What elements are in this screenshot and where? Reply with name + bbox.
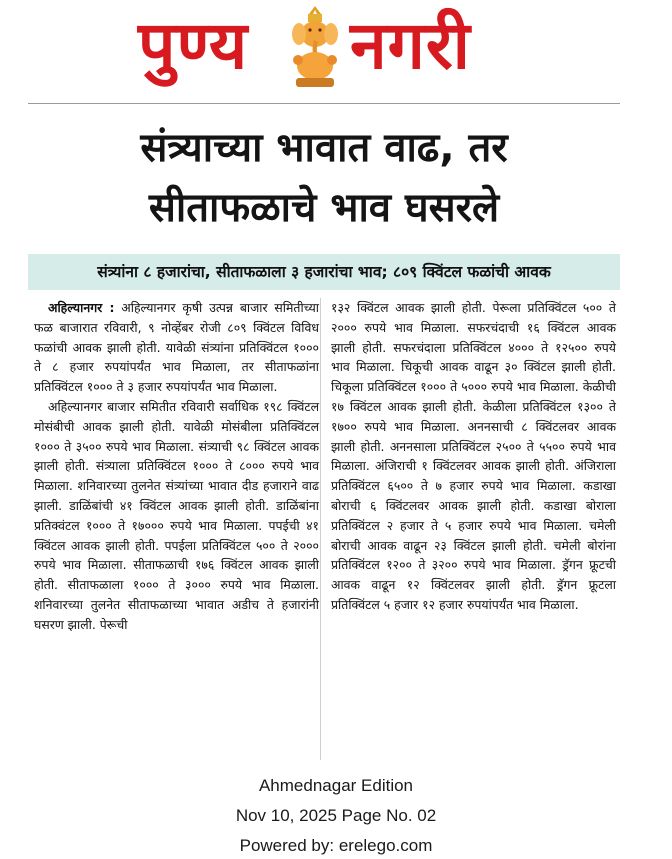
article-column-right: [331, 298, 616, 615]
dateline: अहिल्यानगर :: [48, 300, 115, 315]
masthead: [120, 2, 540, 94]
ganesha-icon: [284, 4, 346, 90]
subheadline: संत्र्यांना ८ हजारांचा, सीताफळाला ३ हजारांचा भाव; ८०९ क्विंटल फळांची आवक: [28, 254, 620, 290]
article-paragraph-2: अहिल्यानगर बाजार समितीत रविवारी सर्वाधिक १९८ क्विंटल मोसंबीची आवक झाली होती. यावेळी मोसंबीला प्रतिक्विंटल १००० ते ३५०० रुपये भाव मिळाला. संत्र्याची ९८ क्विंटल आवक झाली होती. संत्र्याला प्रतिक्विंटल १००० ते ८००० रुपये भाव मिळाला. शनिवारच्या तुलनेत संत्र्यांच्या भावात दीड हजाराने वाढ झाली. डाळिंबांची ४१ क्विंटल आवक झाली होती. डाळिंबांना प्रतिक्वंटल १००० ते १७००० रुपये भाव मिळाला. पपईची ४१ क्विंटल आवक झाली होती. पपईला प्रतिक्विंटल ५०० ते २००० रुपये भाव मिळाला. सीताफळाची १७६ क्विंटल आवक झाली होती. सीताफळाला १००० ते ३००० रुपये भाव मिळाला. शनिवारच्या तुलनेत सीताफळाच्या भावात अडीच ते हजारांनी घसरण झाली. पेरूची: [34, 398, 319, 632]
headline-line-2: सीताफळाचे भाव घसरले: [148, 185, 500, 231]
headline-line-1: संत्र्याच्या भावात वाढ, तर: [140, 125, 508, 171]
article-column-left: [34, 298, 319, 635]
column-divider: [320, 298, 321, 760]
article-paragraph-1: [34, 298, 319, 397]
powered-by-label: Powered by: erelego.com: [239, 836, 433, 855]
edition-label: Ahmednagar Edition: [258, 776, 414, 795]
masthead-title-right: नगरी: [350, 7, 471, 84]
masthead-divider: [28, 103, 620, 104]
headline: [28, 118, 620, 238]
article-paragraph-3: १३२ क्विंटल आवक झाली होती. पेरूला प्रतिक्विंटल ५०० ते २००० रुपये भाव मिळाला. सफरचंदाची १६ क्विंटल आवक झाली होती. सफरचंदाला प्रतिक्विंटल ४००० ते १२५०० रुपये भाव मिळाला. चिकूची आवक वाढून ३० क्विंटल झाली होती. चिकूला प्रतिक्विंटल १००० ते ५००० रुपये भाव मिळाला. केळीची १७ क्विंटल आवक झाली होती. केळीला प्रतिक्विंटल १३०० ते १७०० रुपये भाव मिळाला. अननसाची ८ क्विंटलवर आवक झाली होती. अननसाला प्रतिक्विंटल २५०० ते ५५०० रुपये भाव मिळाला. अंजिराची १ क्विंटलवर आवक झाली होती. अंजिराला प्रतिक्विंटल ६५०० ते ७ हजार रुपये भाव मिळाला. कडाखा बोराची ६ क्विंटलवर आवक झाली होती. कडाखा बोराला प्रतिक्विंटल २ हजार ते ५ हजार रुपये भाव मिळाला. चमेली बोराची आवक वाढून २३ क्विंटल झाली होती. चमेली बोरांना प्रतिक्विंटल १२०० ते ३२०० रुपये भाव मिळाला. ड्रॅगन फ्रूटची आवक वाढून १२ क्विंटलवर झाली होती. ड्रॅगन फ्रूटला प्रतिक्विंटल ५ हजार १२ हजार रुपयांपर्यंत भाव मिळाला.: [331, 300, 616, 612]
date-page-label: Nov 10, 2025 Page No. 02: [235, 806, 437, 825]
masthead-title-left: पुण्य: [138, 7, 249, 84]
article-paragraph-1-text: अहिल्यानगर कृषी उत्पन्न बाजार समितीच्या फळ बाजारात रविवारी, ९ नोव्हेंबर रोजी ८०९ क्विंटल विविध फळांची आवक झाली होती. यावेळी संत्र्यांना प्रतिक्विंटल १००० ते ८ हजार रुपयांपर्यंत भाव मिळाला, तर सीताफळांना प्रतिक्विंटल १००० ते ३ हजार रुपयांपर्यंत भाव मिळाला.: [34, 300, 319, 395]
